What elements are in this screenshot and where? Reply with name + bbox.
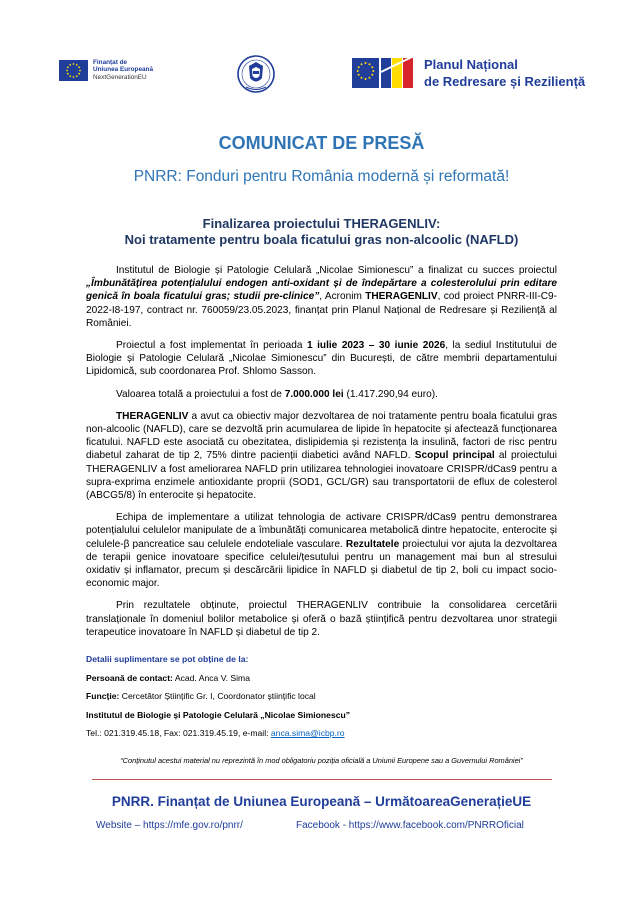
project-title-line2: Noi tratamente pentru boala ficatului gras non-alcoolic (NAFLD) [124, 231, 519, 247]
pnrr-logo [352, 52, 585, 94]
contact-heading: Detalii suplimentare se pot obține de la: [86, 654, 249, 664]
paragraph-intro: Institutul de Biologie și Patologie Celulară „Nicolae Simionescu” a finalizat cu succes proiectul „Îmbunătățirea potențialului endogen anti-oxidant și de îndepărtare a colesterolului prin editare genică în boala ficatului gras; studii pre-clinice”, Acronim THERAGENLIV, cod proiect PNRR-III-C9-2022-I8-197, contract nr. 760059/23.05.2023, finanțat prin Planul Național de Redresare și Reziliență al României. [86, 265, 557, 329]
disclaimer: “Conținutul acestui material nu reprezintă în mod obligatoriu poziția oficială a Uniunii Europene sau a Guvernului României” [120, 756, 523, 765]
contact-phone: Tel.: 021.319.45.18, Fax: 021.319.45.19, e-mail: anca.sima@icbp.ro [86, 728, 345, 738]
pnrr-flag-icon [352, 52, 418, 94]
contact-email-link[interactable]: anca.sima@icbp.ro [270, 728, 345, 738]
paragraph-results: Echipa de implementare a utilizat tehnologia de activare CRISPR/dCas9 pentru demonstrarea potențialului celulelor manipulate de a îmbunătăți comunicarea metabolică dintre hepatocite, enterocite și celulele-β pancreatice sau celulele endoteliale vasculare. Rezultatele proiectului vor ajuta la dezvoltarea de terapii genice inovatoare specifice celulei/țesutului pentru un management mai bun al stresului oxidativ și inflamator, precum și descărcării lipidice în NAFLD și diabetul de tip 2, boli cu impact socio-economic major. [86, 512, 557, 590]
project-title-line1: Finalizarea proiectului THERAGENLIV: [202, 216, 441, 231]
paragraph-value: Valoarea totală a proiectului a fost de 7.000.000 lei (1.417.290,94 euro). [116, 388, 438, 400]
press-release-subtitle: PNRR: Fonduri pentru România modernă și reformată! [133, 168, 510, 185]
eu-logo-line2: Uniunea Europeană [93, 66, 154, 74]
pnrr-logo-line1: Planul Național [424, 57, 518, 72]
footer-divider [92, 779, 552, 780]
press-release-title: COMUNICAT DE PRESĂ [218, 133, 425, 153]
press-release-body [86, 264, 557, 648]
footer-title: PNRR. Finanțat de Uniunea Europeană – UrmătoareaGenerațieUE [111, 794, 532, 809]
website-link[interactable]: Website – https://mfe.gov.ro/pnrr/ [96, 820, 243, 831]
government-seal-icon [236, 52, 276, 98]
eu-flag-icon [59, 60, 88, 81]
eu-logo-line3: NextGenerationEU [93, 73, 147, 81]
project-title [0, 216, 643, 247]
eu-logo [59, 59, 153, 81]
eu-logo-line1: Finanțat de [93, 59, 128, 66]
contact-role: Funcție: Cercetător Științific Gr. I, Coordonator științific local [86, 691, 316, 701]
contact-person: Persoană de contact: Acad. Anca V. Sima [86, 672, 250, 683]
contact-details [86, 650, 557, 743]
logo-header [0, 52, 643, 102]
paragraph-conclusion: Prin rezultatele obținute, proiectul THERAGENLIV contribuie la consolidarea cercetării translaționale în domeniul bolilor metabolice și oferă o bază științifică pentru dezvoltarea unor strategii terapeutice inovatoare în NAFLD și diabetul de tip 2. [86, 600, 557, 638]
paragraph-period: Proiectul a fost implementat în perioada 1 iulie 2023 – 30 iunie 2026, la sediul Institutului de Biologie și Patologie Celulară „Nicolae Simionescu” din București, de către membrii departamentului Lipidomică, sub coordonarea Prof. Shlomo Sasson. [86, 340, 557, 378]
facebook-link[interactable]: Facebook - https://www.facebook.com/PNRROficial [296, 820, 524, 831]
pnrr-logo-line2: de Redresare și Reziliență [424, 74, 586, 89]
paragraph-objective: THERAGENLIV a avut ca obiectiv major dezvoltarea de noi tratamente pentru boala ficatului gras non-alcoolic (NAFLD), care se dezvoltă prin acumularea de lipide în hepatocite și afectează funcționarea ficatului. NAFLD este asociată cu obezitatea, dislipidemia și rezistența la insulină, factori de risc pentru diabetul zaharat de tip 2, 75% dintre pacienții diabetici având NAFLD. Scopul principal al proiectului THERAGENLIV a fost ameliorarea NAFLD prin utilizarea tehnologiei inovatoare CRISPR/dCas9 pentru a supra-exprima enzimele antioxidante proprii (SOD1, GCL/GR) sau transportatorii de eflux de colesterol (ABCG5/8) în enterocite și hepatocite. [86, 410, 558, 502]
contact-institute: Institutul de Biologie și Patologie Celulară „Nicolae Simionescu” [86, 709, 351, 720]
